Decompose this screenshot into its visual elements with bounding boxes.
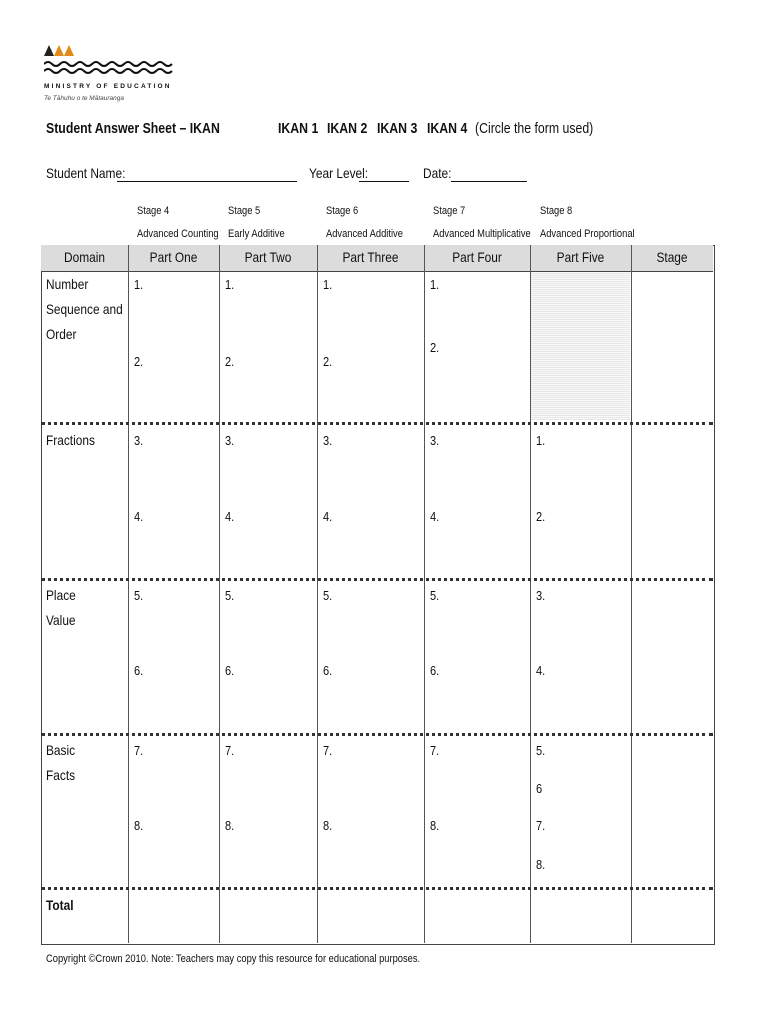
stage-name: Advanced Additive <box>326 228 403 240</box>
question-number: 3. <box>323 433 333 448</box>
column-divider <box>128 245 129 943</box>
header-part-three: Part Three <box>342 249 399 265</box>
column-divider <box>219 245 220 943</box>
header-part-four: Part Four <box>452 249 502 265</box>
shaded-cell <box>530 272 630 420</box>
date-label: Date: <box>423 165 452 181</box>
question-number: 7. <box>323 743 333 758</box>
question-number: 1. <box>225 277 235 292</box>
ministry-maori-name: Te Tāhuhu o te Mātauranga <box>44 95 124 102</box>
question-number: 3. <box>536 588 546 603</box>
question-number: 5. <box>134 588 144 603</box>
question-number: 6. <box>323 663 333 678</box>
column-divider <box>631 245 632 943</box>
ikan-form-3: IKAN 3 <box>377 120 418 137</box>
question-number: 7. <box>134 743 144 758</box>
domain-number-sequence: Number Sequence and Order <box>46 276 123 342</box>
question-number: 7. <box>430 743 440 758</box>
question-number: 1. <box>536 433 546 448</box>
header-part-two: Part Two <box>244 249 292 265</box>
question-number: 3. <box>225 433 235 448</box>
question-number: 7. <box>536 818 546 833</box>
row-divider <box>41 578 713 581</box>
ikan-form-2: IKAN 2 <box>327 120 368 137</box>
stage-label: Stage 5 <box>228 205 261 217</box>
header-part-one: Part One <box>149 249 198 265</box>
copyright-note: Copyright ©Crown 2010. Note: Teachers may copy this resource for educational purposes. <box>46 953 421 965</box>
date-field[interactable] <box>451 181 527 182</box>
question-number: 8. <box>323 818 333 833</box>
question-number: 2. <box>225 354 235 369</box>
question-number: 2. <box>323 354 333 369</box>
ikan-form-1: IKAN 1 <box>278 120 319 137</box>
stage-label: Stage 7 <box>433 205 466 217</box>
question-number: 8. <box>134 818 144 833</box>
circle-form-note: (Circle the form used) <box>475 120 594 137</box>
stage-name: Advanced Multiplicative <box>433 228 531 240</box>
question-number: 6. <box>225 663 235 678</box>
logo-wave-icon <box>44 60 174 78</box>
stage-label: Stage 4 <box>137 205 170 217</box>
logo-triangle-icon <box>44 45 54 56</box>
year-level-label: Year Level: <box>309 165 369 181</box>
question-number: 1. <box>134 277 144 292</box>
column-divider <box>530 245 531 943</box>
question-number: 4. <box>430 509 440 524</box>
header-stage: Stage <box>656 249 688 265</box>
page-title: Student Answer Sheet – IKAN <box>46 120 220 137</box>
question-number: 5. <box>225 588 235 603</box>
question-number: 6. <box>430 663 440 678</box>
question-number: 5. <box>536 743 546 758</box>
ikan-form-4: IKAN 4 <box>427 120 468 137</box>
year-level-field[interactable] <box>359 181 409 182</box>
stage-name: Early Additive <box>228 228 285 240</box>
question-number: 3. <box>134 433 144 448</box>
column-divider <box>424 245 425 943</box>
question-number: 5. <box>323 588 333 603</box>
question-number: 2. <box>134 354 144 369</box>
question-number: 8. <box>430 818 440 833</box>
question-number: 1. <box>430 277 440 292</box>
question-number: 4. <box>225 509 235 524</box>
question-number: 1. <box>323 277 333 292</box>
domain-basic-facts: Basic Facts <box>46 742 76 783</box>
logo-triangle-icon <box>54 45 64 56</box>
question-number: 6 <box>536 781 543 796</box>
ministry-name: MINISTRY OF EDUCATION <box>44 83 172 90</box>
question-number: 4. <box>536 663 546 678</box>
domain-total: Total <box>46 897 74 913</box>
question-number: 2. <box>536 509 546 524</box>
question-number: 3. <box>430 433 440 448</box>
stage-name: Advanced Proportional <box>540 228 635 240</box>
question-number: 5. <box>430 588 440 603</box>
logo-triangle-icon <box>64 45 74 56</box>
domain-place-value: Place Value <box>46 587 76 628</box>
row-divider <box>41 733 713 736</box>
question-number: 6. <box>134 663 144 678</box>
stage-label: Stage 6 <box>326 205 359 217</box>
question-number: 7. <box>225 743 235 758</box>
question-number: 2. <box>430 340 440 355</box>
header-part-five: Part Five <box>556 249 605 265</box>
row-divider <box>41 422 713 425</box>
row-divider <box>41 887 713 890</box>
student-name-label: Student Name: <box>46 165 126 181</box>
question-number: 8. <box>536 857 546 872</box>
header-domain: Domain <box>63 249 106 265</box>
column-divider <box>317 245 318 943</box>
stage-label: Stage 8 <box>540 205 573 217</box>
question-number: 4. <box>323 509 333 524</box>
domain-fractions: Fractions <box>46 432 95 448</box>
student-name-field[interactable] <box>117 181 297 182</box>
stage-name: Advanced Counting <box>137 228 219 240</box>
question-number: 8. <box>225 818 235 833</box>
question-number: 4. <box>134 509 144 524</box>
